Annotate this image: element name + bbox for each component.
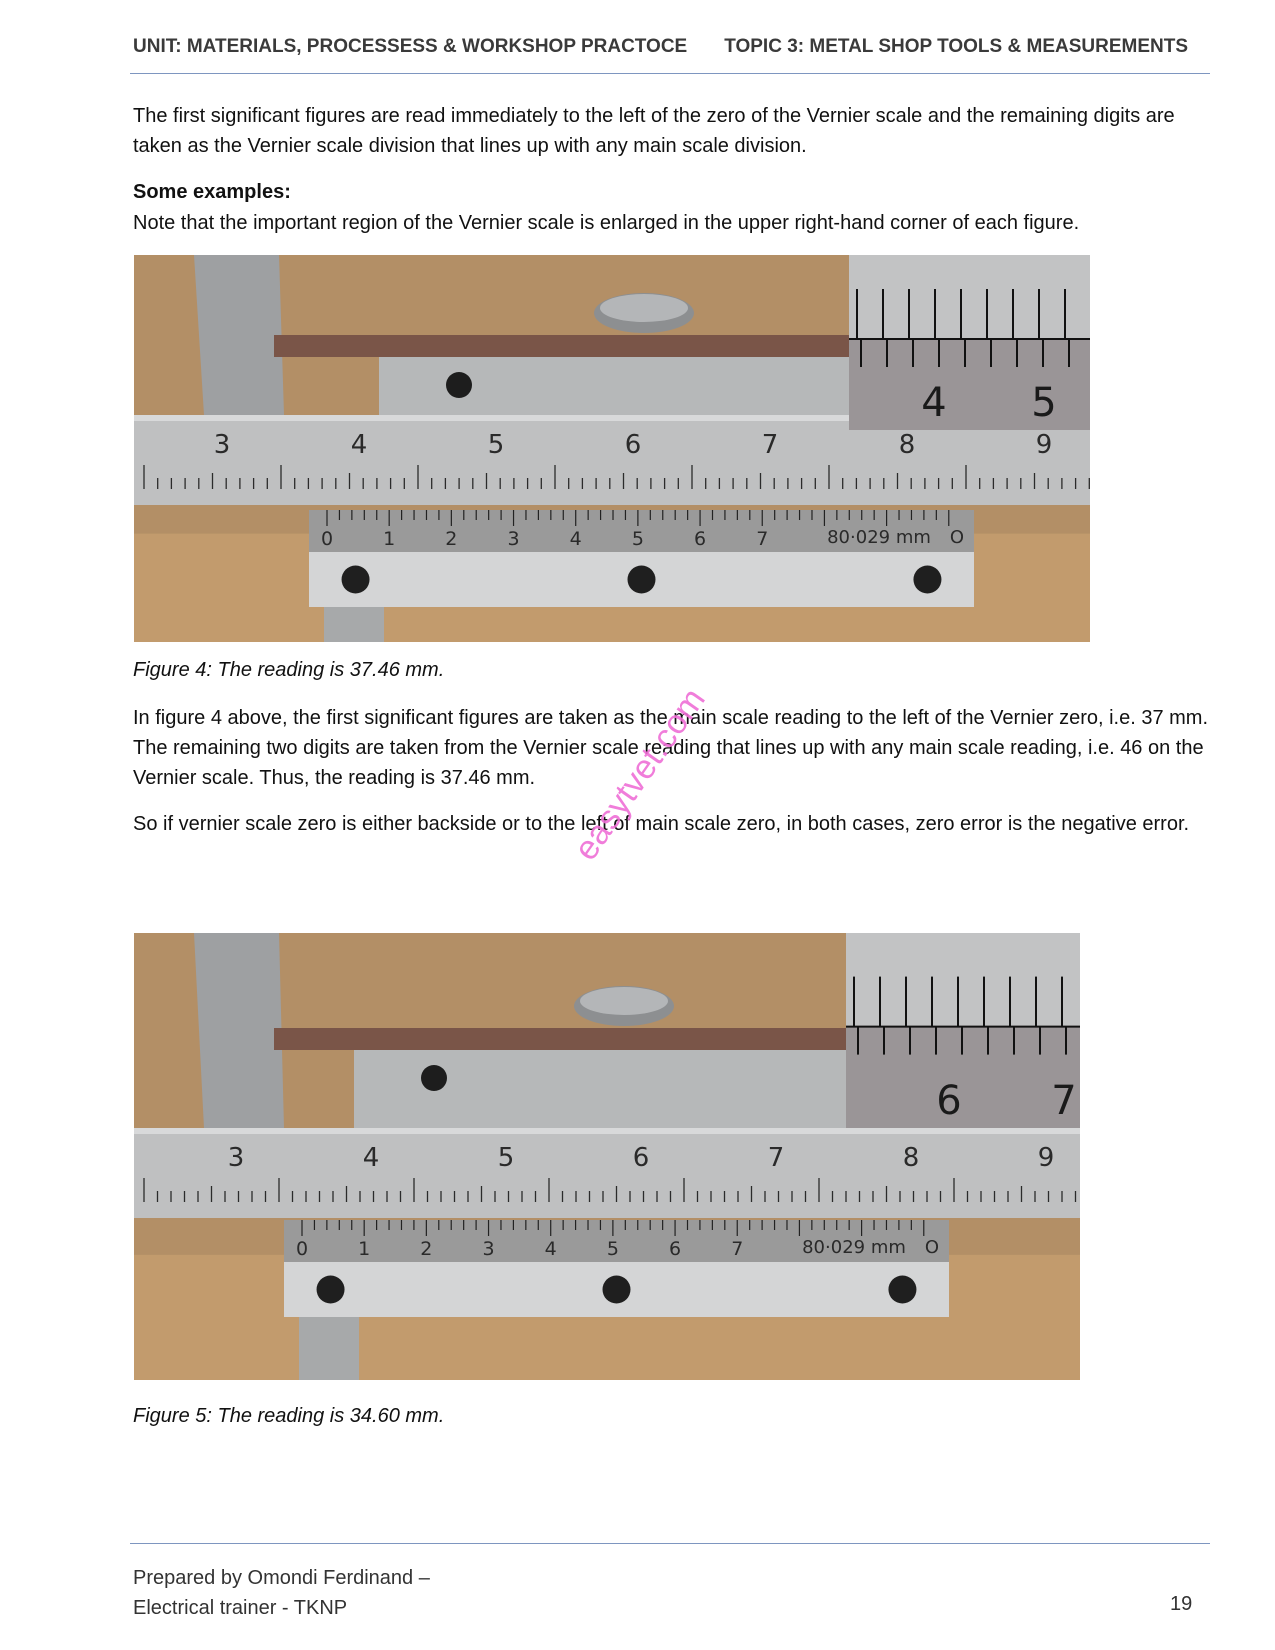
main-beam-highlight (134, 1128, 1080, 1134)
vernier-tag: 80·029 mm (802, 1237, 906, 1258)
vernier-label: 3 (482, 1238, 495, 1260)
main-scale-label: 3 (227, 1143, 245, 1173)
watermark-text: easytvet.com (566, 681, 713, 868)
vernier-label: 3 (507, 528, 520, 550)
caliper-jaw (194, 933, 284, 1128)
page-number: 19 (1170, 1593, 1193, 1615)
caliper-top-rail (274, 335, 849, 357)
vernier-label: 0 (295, 1238, 309, 1260)
vernier-label: 0 (320, 528, 334, 550)
magnified-label: 7 (1051, 1078, 1077, 1124)
slider-lower-screw (628, 566, 656, 594)
main-scale-label: 6 (624, 430, 642, 460)
vernier-label: 7 (731, 1238, 744, 1260)
slider-lower-screw (913, 566, 941, 594)
main-scale-label: 3 (213, 430, 231, 460)
figure-5-photo (134, 933, 1080, 1380)
slider-lower-screw (888, 1276, 916, 1304)
main-scale-label: 7 (767, 1143, 785, 1173)
vernier-label: 4 (544, 1238, 557, 1260)
vernier-label: 6 (669, 1238, 682, 1260)
thumb-knob-top (600, 294, 688, 322)
thumb-knob-top (580, 987, 668, 1015)
caliper-jaw (194, 255, 284, 415)
intro-paragraph: The first significant figures are read immediately to the left of the zero of the Vernier scale and the remaining digits are taken as the Vernier scale division that lines up with any main scale division. (133, 105, 1175, 157)
main-scale-label: 8 (898, 430, 916, 460)
vernier-label: 6 (694, 528, 707, 550)
figure-5-caption: Figure 5: The reading is 34.60 mm. (133, 1405, 445, 1427)
main-scale-label: 9 (1035, 430, 1053, 460)
vernier-label: 2 (420, 1238, 433, 1260)
main-scale-label: 6 (632, 1143, 650, 1173)
vernier-end-mark: O (949, 527, 965, 548)
slider-lower-screw (603, 1276, 631, 1304)
main-scale-label: 5 (487, 430, 505, 460)
vernier-tag: 80·029 mm (827, 527, 931, 548)
vernier-label: 5 (606, 1238, 619, 1260)
magnified-main-scale (849, 255, 1090, 339)
main-beam (134, 1128, 1080, 1218)
vernier-label: 1 (383, 528, 396, 550)
vernier-label: 5 (631, 528, 644, 550)
slider-screw (421, 1065, 447, 1091)
magnified-label: 4 (921, 380, 947, 426)
zero-error-paragraph: So if vernier scale zero is either backside or to the left of main scale zero, in both cases, zero error is the negative error. (133, 813, 1190, 835)
vernier-label: 2 (445, 528, 458, 550)
vernier-label: 1 (358, 1238, 371, 1260)
explanation-paragraph: In figure 4 above, the first significant figures are taken as the main scale reading to the left of the Vernier zero, i.e. 37 mm. The remaining two digits are taken from the Vernier scale reading that lines up with any main scale reading, i.e. 46 on the Vernier scale. Thus, the reading is 37.46 mm. (133, 707, 1209, 789)
footer-rule (130, 1543, 1210, 1544)
footer-author (133, 1563, 430, 1623)
examples-note: Note that the important region of the Vernier scale is enlarged in the upper right-hand corner of each figure. (133, 212, 1080, 234)
main-scale-label: 4 (362, 1143, 380, 1173)
magnified-main-scale (846, 933, 1080, 1027)
main-scale-label: 5 (497, 1143, 515, 1173)
header-unit: UNIT: MATERIALS, PROCESSESS & WORKSHOP PRACTOCE (133, 36, 688, 57)
figure-4-caption: Figure 4: The reading is 37.46 mm. (133, 659, 445, 681)
caliper-top-rail (274, 1028, 846, 1050)
footer-line-1: Prepared by Omondi Ferdinand – (133, 1567, 430, 1589)
vernier-label: 7 (756, 528, 769, 550)
examples-heading: Some examples: (133, 181, 291, 203)
magnified-label: 5 (1031, 380, 1057, 426)
slider-lower-screw (342, 566, 370, 594)
header-rule (130, 73, 1210, 74)
page-header (133, 30, 1188, 64)
figure-4-photo (134, 255, 1090, 642)
magnified-label: 6 (936, 1078, 962, 1124)
slider-screw (446, 372, 472, 398)
lower-jaw (299, 1317, 359, 1380)
main-scale-label: 8 (902, 1143, 920, 1173)
slider-lower-screw (317, 1276, 345, 1304)
main-scale-label: 4 (350, 430, 368, 460)
footer-line-2: Electrical trainer - TKNP (133, 1597, 348, 1619)
header-topic: TOPIC 3: METAL SHOP TOOLS & MEASUREMENTS (724, 36, 1188, 57)
main-scale-label: 9 (1037, 1143, 1055, 1173)
main-scale-label: 7 (761, 430, 779, 460)
lower-jaw (324, 607, 384, 642)
vernier-end-mark: O (924, 1237, 940, 1258)
vernier-label: 4 (569, 528, 582, 550)
